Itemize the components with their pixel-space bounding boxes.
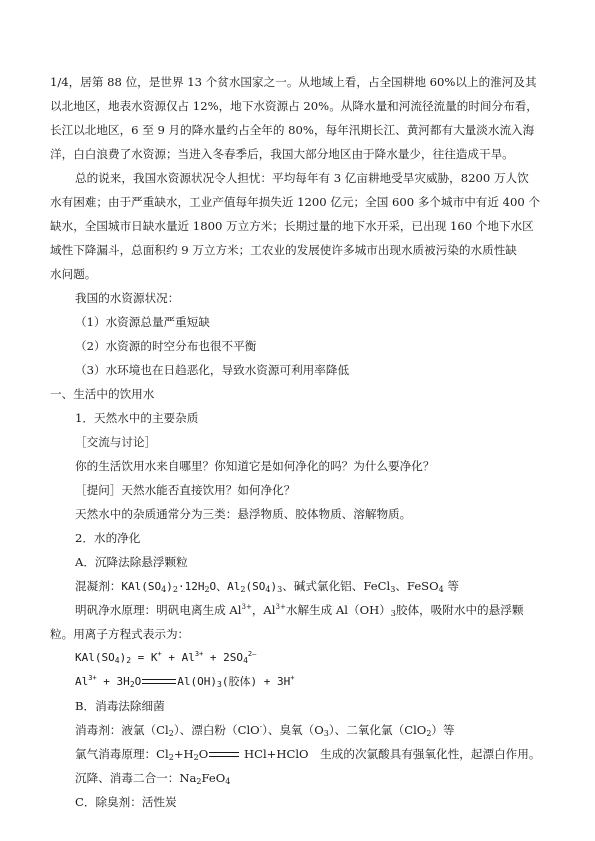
principle-line: 粒。用离子方程式表示为： xyxy=(50,627,190,641)
paragraph-line: 水问题。 xyxy=(50,267,97,281)
ionization-equation: $KAl(SO_4)_2 = K^+ + Al^{3+} + 2SO_4^{2—}$ xyxy=(75,650,257,665)
discussion-question: 你的生活饮用水来自哪里？你知道它是如何净化的吗？为什么要净化？ xyxy=(75,459,435,473)
paragraph-line: 总的说来，我国水资源状况令人担忧：平均每年有 3 亿亩耕地受旱灾威胁，8200 万人饮 xyxy=(75,171,529,185)
hydrolysis-equation: $Al^{3+} + 3H_2O$ $Al(OH)_3$(胶体) + 3H+ xyxy=(75,674,295,689)
paragraph-line: 域性下降漏斗，总面积约 9 万立方米；工农业的发展使许多城市出现水质被污染的水质性缺 xyxy=(50,243,517,257)
subsection-title: 2．水的净化 xyxy=(75,531,141,545)
paragraph-line: 以北地区，地表水资源仅占 12%，地下水资源占 20%。从降水量和河流径流量的时间分布看， xyxy=(50,99,538,113)
paragraph-line: 缺水，全国城市日缺水量近 1800 万立方米；长期过量的地下水开采，已出现 160 个地下水区 xyxy=(50,219,534,233)
status-item: （3）水环境也在日趋恶化，导致水资源可利用率降低 xyxy=(75,363,350,377)
disinfectant-line: 消毒剂：液氯$(Cl_2)$、漂白粉（ClO-）、臭氧$(O_3)$、二氧化氯（ClO$_2$）等 xyxy=(75,723,455,738)
principle-line: 明矾净水原理：明矾电离生成 $Al^{3+}$，$Al^{3+}$水解生成 $Al(OH)_3$胶体，吸附水中的悬浮颗 xyxy=(75,603,524,618)
part-c-title: C．除臭剂：活性炭 xyxy=(75,795,177,809)
status-heading: 我国的水资源状况： xyxy=(75,291,180,305)
chlorine-principle-line: 氯气消毒原理：$Cl_2+H_2O$ HCl+HClO 生成的次氯酸具有强氧化性，起漂白作用。 xyxy=(75,747,541,762)
ask-label: ［提问］天然水能否直接饮用？如何净化？ xyxy=(75,483,296,497)
section-title: 一、生活中的饮用水 xyxy=(50,387,155,401)
part-a-title: A．沉降法除悬浮颗粒 xyxy=(75,555,188,569)
equilibrium-arrow xyxy=(142,678,176,686)
status-item: （1）水资源总量严重短缺 xyxy=(75,315,210,329)
discussion-label: ［交流与讨论］ xyxy=(75,435,157,449)
combined-agent-line: 沉降、消毒二合一：Na2FeO$_4$ xyxy=(75,771,231,786)
impurities-text: 天然水中的杂质通常分为三类：悬浮物质、胶体物质、溶解物质。 xyxy=(75,507,412,521)
equilibrium-arrow xyxy=(209,751,239,759)
paragraph-line: 洋，白白浪费了水资源；当进入冬春季后，我国大部分地区由于降水量少，往往造成干旱。 xyxy=(50,147,514,161)
status-item: （2）水资源的时空分布也很不平衡 xyxy=(75,339,257,353)
subsection-title: 1．天然水中的主要杂质 xyxy=(75,411,199,425)
paragraph-line: 长江以北地区，6 至 9 月的降水量约占全年的 80%，每年汛期长江、黄河都有大量淡水流入海 xyxy=(50,123,535,137)
paragraph-line: 1/4，居第 88 位，是世界 13 个贫水国家之一。从地域上看，占全国耕地 60%以上的淮河及其 xyxy=(50,75,537,89)
part-b-title: B．消毒法除细菌 xyxy=(75,699,165,713)
coagulant-line: 混凝剂：$KAl(SO_4)_2\cdot 12H_2O$、$Al_2(SO_4)_3$、碱式氯化铝、FeCl$_3$、FeSO$_4$ 等 xyxy=(75,579,459,594)
paragraph-line: 水有困难；由于严重缺水，工业产值每年损失近 1200 亿元；全国 600 多个城市中有近 400 个 xyxy=(50,195,541,209)
